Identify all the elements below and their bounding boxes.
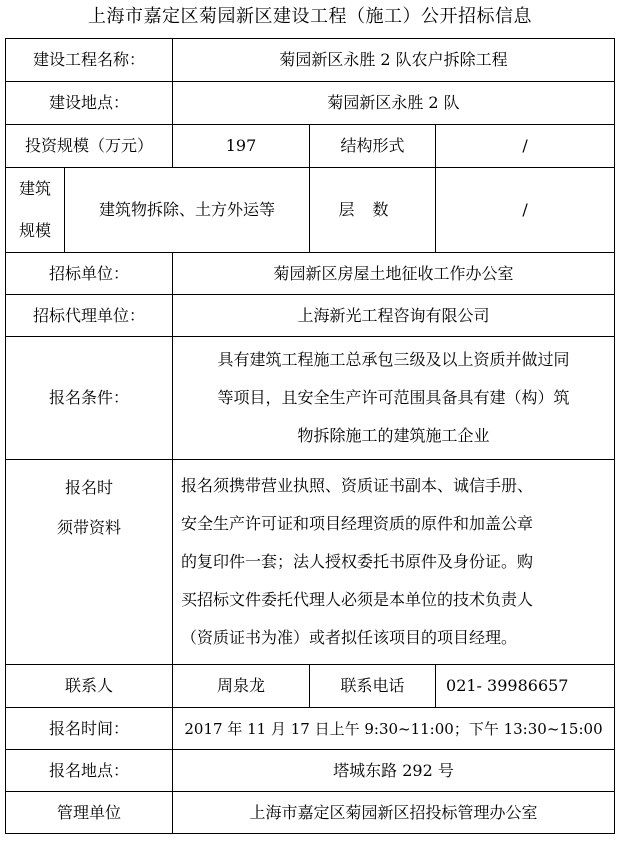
- row-scale: [6, 168, 615, 253]
- investment-value: 197: [173, 125, 310, 168]
- phone-label: 联系电话: [310, 665, 436, 708]
- management-value: 上海市嘉定区菊园新区招投标管理办公室: [173, 792, 615, 834]
- row-documents: [6, 460, 615, 665]
- floors-label: [310, 168, 436, 253]
- requirements-line: 具有建筑工程施工总承包三级及以上资质并做过同: [217, 350, 570, 369]
- row-investment: [6, 125, 615, 168]
- phone-value: 021- 39986657: [436, 665, 615, 708]
- contact-label: 联系人: [6, 665, 173, 708]
- documents-label: [6, 460, 173, 665]
- requirements-label: 报名条件：: [6, 337, 173, 460]
- requirements-line: 物拆除施工的建筑施工企业: [297, 426, 490, 445]
- row-project-name: [6, 39, 615, 82]
- reg-place-label: 报名地点：: [6, 750, 173, 792]
- scale-label: [6, 168, 65, 253]
- structure-value: /: [436, 125, 615, 168]
- documents-line: 买招标文件委托代理人必须是本单位的技术负责人: [181, 590, 534, 609]
- requirements-line: 等项目，且安全生产许可范围具备具有建（构）筑: [217, 388, 570, 407]
- tender-unit-label: 招标单位：: [6, 253, 173, 295]
- agent-unit-label: 招标代理单位：: [6, 295, 173, 337]
- reg-time-label: 报名时间：: [6, 708, 173, 750]
- project-name-value: 菊园新区永胜 2 队农户拆除工程: [173, 39, 615, 82]
- documents-label-line1: 报名时: [65, 478, 114, 497]
- tender-unit-value: 菊园新区房屋土地征收工作办公室: [173, 253, 615, 295]
- agent-unit-value: 上海新光工程咨询有限公司: [173, 295, 615, 337]
- documents-line: （资质证书为准）或者拟任该项目的项目经理。: [181, 628, 518, 647]
- project-name-label: 建设工程名称：: [6, 39, 173, 82]
- row-management: [6, 792, 615, 834]
- location-value: 菊园新区永胜 2 队: [173, 82, 615, 125]
- scale-label-line1: 建筑: [18, 179, 51, 198]
- documents-line: 安全生产许可证和项目经理资质的原件和加盖公章: [181, 514, 534, 533]
- floors-value: /: [436, 168, 615, 253]
- documents-line: 报名须携带营业执照、资质证书副本、诚信手册、: [181, 476, 534, 495]
- row-reg-place: [6, 750, 615, 792]
- row-tender-unit: [6, 253, 615, 295]
- row-reg-time: [6, 708, 615, 750]
- tender-info-table: [5, 38, 615, 834]
- row-location: [6, 82, 615, 125]
- page-title: 上海市嘉定区菊园新区建设工程（施工）公开招标信息: [88, 6, 532, 27]
- row-contact: [6, 665, 615, 708]
- row-requirements: [6, 337, 615, 460]
- contact-name: 周泉龙: [173, 665, 310, 708]
- row-agent-unit: [6, 295, 615, 337]
- reg-place-value: 塔城东路 292 号: [173, 750, 615, 792]
- documents-label-line2: 须带资料: [57, 518, 122, 537]
- investment-label: 投资规模（万元）: [6, 125, 173, 168]
- requirements-value: [173, 337, 615, 460]
- reg-time-value: 2017 年 11 月 17 日上午 9:30~11:00；下午 13:30~15:00: [173, 708, 615, 750]
- documents-line: 的复印件一套；法人授权委托书原件及身份证。购: [181, 552, 534, 571]
- location-label: 建设地点：: [6, 82, 173, 125]
- scale-value: 建筑物拆除、土方外运等: [65, 168, 310, 253]
- structure-label: 结构形式: [310, 125, 436, 168]
- scale-label-line2: 规模: [18, 221, 51, 240]
- management-label: 管理单位: [6, 792, 173, 834]
- documents-value: [173, 460, 615, 665]
- floors-label-text: 层数: [338, 200, 407, 219]
